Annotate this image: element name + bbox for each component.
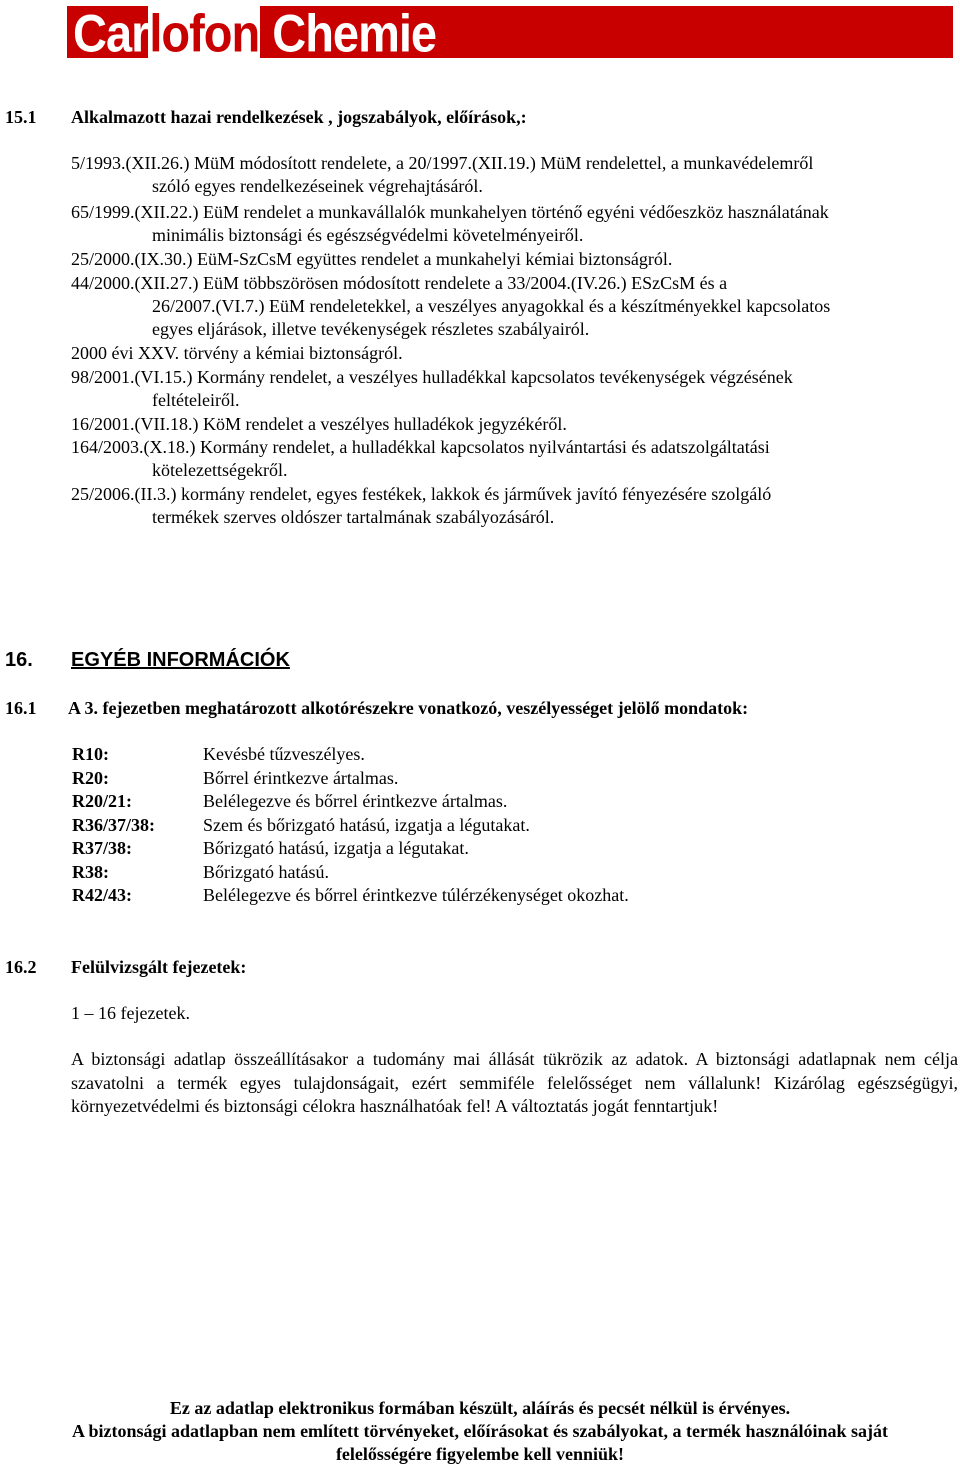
law-item: 16/2001.(VII.18.) KöM rendelet a veszélyes hulladékok jegyzékéről. [71,414,567,434]
section-16-2-title: Felülvizsgált fejezetek: [71,957,247,977]
section-16-1-number: 16.1 [5,698,37,718]
law-item: 25/2000.(IX.30.) EüM-SzCsM együttes rendelet a munkahelyi kémiai biztonságról. [71,249,673,269]
law-item: 98/2001.(VI.15.) Kormány rendelet, a veszélyes hulladékkal kapcsolatos tevékenységek végzésének feltételeiről. [71,367,793,410]
law-item: 65/1999.(XII.22.) EüM rendelet a munkavállalók munkahelyen történő egyéni védőeszköz használatának minimális biztonsági és egészségvédelmi követelményeiről. [71,202,829,245]
r-phrase-code: R37/38: [72,838,132,858]
r-phrase-text: Kevésbé tűzveszélyes. [203,744,365,764]
company-logo-text: Carlofon Chemie [73,3,437,63]
r-phrase-code: R42/43: [72,885,132,905]
r-phrase-text: Belélegezve és bőrrel érintkezve ártalmas. [203,791,508,811]
r-phrase-code: R36/37/38: [72,815,155,835]
footer-line: felelősségére figyelembe kell venniük! [335,1444,625,1464]
section-16-2-number: 16.2 [5,957,37,977]
section-16-1-title: A 3. fejezetben meghatározott alkotórészekre vonatkozó, veszélyességet jelölő mondatok: [68,698,749,718]
section-15-1-title: Alkalmazott hazai rendelkezések , jogszabályok, előírások,: [71,107,527,127]
r-phrase-text: Bőrrel érintkezve ártalmas. [203,768,399,788]
law-item: 44/2000.(XII.27.) EüM többszörösen módosított rendelete a 33/2004.(IV.26.) ESzCsM és a 26/2007.(VI.7.) EüM rendeletekkel, a veszélyes anyagokkal és a készítményekkel kapcsolatos egyes eljárások, illetve tevékenységek részletes szabályairól. [71,273,831,339]
footer-line: Ez az adatlap elektronikus formában készült, aláírás és pecsét nélkül is érvényes. [169,1398,791,1418]
disclaimer-paragraph: A biztonsági adatlap összeállításakor a tudomány mai állását tükrözik az adatok. A biztonsági adatlapnak nem célja szavatolni a termék egyes tulajdonságait, ezért semmiféle felelősséget nem vállalunk! Kizárólag egészségügyi, környezetvédelmi és biztonsági célokra használhatóak fel! A változtatás jogát fenntartjuk! [71,1049,958,1116]
law-item: 25/2006.(II.3.) kormány rendelet, egyes festékek, lakkok és járművek javító fényezésére szolgáló termékek szerves oldószer tartalmának szabályozásáról. [71,484,772,527]
law-item: 5/1993.(XII.26.) MüM módosított rendelete, a 20/1997.(XII.19.) MüM rendelettel, a munkavédelemről szóló egyes rendelkezéseinek végrehajtásáról. [71,153,814,196]
law-item: 164/2003.(X.18.) Kormány rendelet, a hulladékkal kapcsolatos nyilvántartási és adatszolgáltatási kötelezettségekről. [71,437,770,480]
page-header [0,0,960,70]
r-phrase-text: Bőrizgató hatású, izgatja a légutakat. [203,838,469,858]
r-phrase-text: Szem és bőrizgató hatású, izgatja a légutakat. [203,815,530,835]
company-logo [67,3,953,63]
revised-chapters: 1 – 16 fejezetek. [71,1003,190,1023]
r-phrase-code: R38: [72,862,109,882]
r-phrase-code: R10: [72,744,109,764]
r-phrase-text: Bőrizgató hatású. [203,862,329,882]
footer-line: A biztonsági adatlapban nem említett törvényeket, előírásokat és szabályokat, a termék használóinak saját [72,1421,888,1441]
r-phrase-code: R20: [72,768,109,788]
section-16-title: EGYÉB INFORMÁCIÓK [71,649,290,671]
r-phrase-code: R20/21: [72,791,132,811]
law-item: 2000 évi XXV. törvény a kémiai biztonságról. [71,343,403,363]
section-16-number: 16. [5,649,33,671]
r-phrase-text: Belélegezve és bőrrel érintkezve túlérzékenységet okozhat. [203,885,629,905]
section-15-1-number: 15.1 [5,107,37,127]
page-footer [0,1397,960,1466]
